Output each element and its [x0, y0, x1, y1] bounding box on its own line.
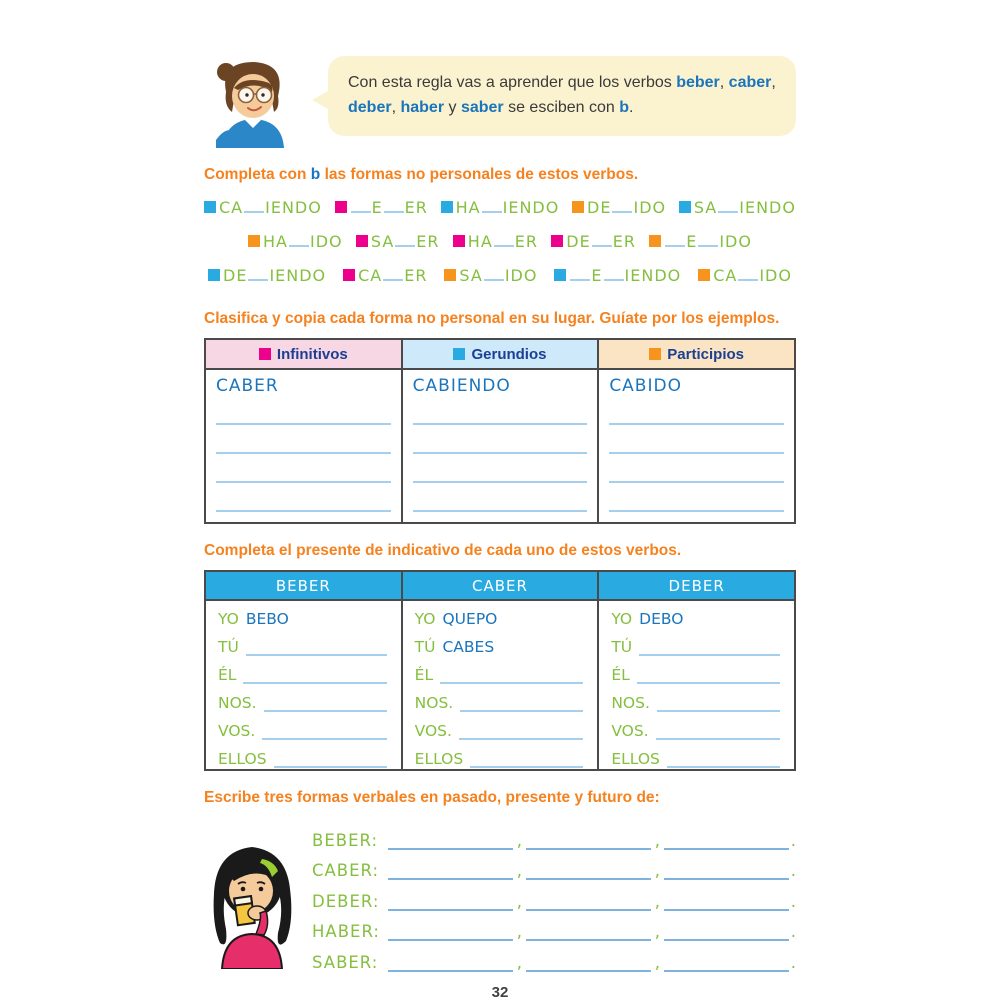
- letter-blank: [698, 232, 718, 247]
- pronoun-row: [205, 713, 795, 741]
- conjugation-entry: [218, 658, 389, 684]
- word-item: [335, 198, 428, 217]
- present-indicative-table: [204, 570, 796, 771]
- verb-haber: haber: [400, 98, 445, 116]
- comma-separator: ,: [516, 952, 522, 972]
- classification-table: [204, 338, 796, 524]
- pronoun-label: YO: [414, 610, 436, 628]
- word-item: [444, 266, 537, 285]
- pronoun-row: [205, 685, 795, 713]
- letter-blank: [244, 198, 264, 213]
- word-item: [453, 232, 538, 251]
- conjugation-entry: [415, 602, 586, 628]
- answer-blank: [459, 721, 583, 740]
- word-with-blanks: CA IDO: [713, 265, 792, 285]
- conjugation-cell: [598, 600, 795, 629]
- example-word: CABIENDO: [412, 376, 511, 396]
- pronoun-label: TÚ: [414, 638, 436, 656]
- category-square-pink: [343, 269, 355, 281]
- verb-line-label: DEBER:: [312, 891, 380, 911]
- letter-blank: [248, 266, 268, 281]
- word-with-blanks: DE ER: [566, 231, 636, 251]
- classification-cell: [598, 369, 795, 523]
- conjugation-entry: [218, 742, 389, 768]
- conjugation-entry: [218, 602, 389, 628]
- conjugation-entry: [415, 742, 586, 768]
- comma-separator: ,: [654, 891, 660, 911]
- pronoun-label: ÉL: [611, 666, 630, 684]
- letter-blank: [383, 266, 403, 281]
- legend-square-blue: [453, 348, 465, 360]
- pronoun-row: [205, 657, 795, 685]
- letter-blank: [570, 266, 590, 281]
- exercise4-heading: Escribe tres formas verbales en pasado, presente y futuro de:: [204, 789, 660, 806]
- pronoun-label: YO: [218, 610, 239, 628]
- word-item: [208, 266, 326, 285]
- category-square-blue: [554, 269, 566, 281]
- answer-blank: [656, 721, 780, 740]
- verb-beber: beber: [676, 74, 720, 91]
- word-row: [204, 258, 796, 292]
- verb-header-beber: BEBER: [205, 571, 402, 600]
- write-blank: [388, 952, 513, 972]
- conjugation-cell: [402, 657, 599, 685]
- conjugation-cell: [598, 657, 795, 685]
- category-square-pink: [356, 235, 368, 247]
- conjugation-entry: [415, 714, 586, 740]
- column-label: Infinitivos: [276, 345, 348, 363]
- write-blank: [388, 891, 513, 911]
- write-forms-section: [204, 819, 796, 972]
- pronoun-label: ÉL: [218, 666, 237, 684]
- category-square-orange: [572, 201, 584, 213]
- period-terminator: .: [790, 830, 796, 850]
- word-item: [679, 198, 796, 217]
- exercise2-heading: Clasifica y copia cada forma no personal en su lugar. Guíate por los ejemplos.: [204, 310, 780, 327]
- conjugation-cell: [205, 713, 402, 741]
- conjugation-entry: [611, 630, 782, 656]
- verb-write-line: [312, 911, 796, 942]
- comma-separator: ,: [516, 830, 522, 850]
- word-with-blanks: E IDO: [664, 232, 752, 251]
- word-item: [248, 232, 343, 251]
- word-row: [204, 224, 796, 258]
- word-item: [204, 198, 322, 217]
- letter-blank: [484, 266, 504, 281]
- blank-write-line: [609, 483, 784, 512]
- conjugation-cell: [598, 629, 795, 657]
- classification-cell: [402, 369, 599, 523]
- pronoun-label: TÚ: [218, 638, 239, 656]
- verb-saber: saber: [460, 98, 504, 116]
- word-item: [441, 198, 560, 217]
- comma-separator: ,: [654, 861, 660, 880]
- letter-blank: [289, 232, 309, 247]
- letter-blank: [665, 232, 685, 247]
- word-with-blanks: HA IDO: [263, 231, 343, 251]
- comma-separator: ,: [516, 922, 522, 941]
- conjugation-entry: [218, 714, 389, 740]
- example-word: CABIDO: [609, 376, 682, 396]
- conjugation-cell: [205, 629, 402, 657]
- pronoun-row: [205, 629, 795, 657]
- pronoun-label: ÉL: [414, 666, 434, 684]
- letter-blank: [592, 232, 612, 247]
- pronoun-label: NOS.: [218, 694, 257, 712]
- answer-blank: [639, 637, 780, 656]
- word-item: [343, 266, 427, 285]
- conjugation-entry: [611, 686, 782, 712]
- worksheet-content: [204, 0, 796, 1000]
- exercise3-heading: Completa el presente de indicativo de cada uno de estos verbos.: [204, 542, 682, 559]
- blank-write-line: [609, 425, 784, 454]
- conjugation-entry: [218, 686, 389, 712]
- conjugation-cell: [402, 600, 599, 629]
- answer-word: QUEPO: [442, 610, 498, 628]
- category-square-orange: [649, 235, 661, 247]
- column-label: Participios: [667, 345, 744, 363]
- letter-blank: [612, 198, 632, 213]
- category-square-orange: [444, 269, 456, 281]
- write-blank: [664, 921, 789, 941]
- write-blank: [388, 921, 513, 941]
- conjugation-cell: [205, 685, 402, 713]
- word-item: [572, 198, 666, 217]
- letter-b: b: [619, 98, 630, 116]
- category-square-pink: [551, 235, 563, 247]
- answer-blank: [243, 665, 386, 684]
- pronoun-label: ELLOS: [218, 750, 267, 768]
- blank-write-line: [216, 454, 391, 483]
- classification-cell: [205, 369, 402, 523]
- conjugation-cell: [205, 741, 402, 770]
- write-blank: [664, 830, 789, 850]
- intro-text: Con esta regla vas a aprender que los verbos: [348, 74, 677, 91]
- conjugation-entry: [218, 630, 389, 656]
- category-square-orange: [698, 269, 710, 281]
- verb-write-line: [312, 850, 796, 881]
- pronoun-label: NOS.: [611, 694, 650, 712]
- comma-separator: ,: [516, 861, 522, 880]
- letter-blank: [395, 232, 415, 247]
- write-blank: [664, 891, 789, 911]
- letter-blank: [384, 198, 404, 213]
- word-item: [698, 266, 792, 285]
- verb-deber: deber: [348, 98, 392, 116]
- write-blank: [526, 952, 651, 972]
- word-with-blanks: SA ER: [370, 231, 440, 251]
- period-terminator: .: [790, 891, 796, 911]
- pronoun-label: NOS.: [414, 694, 454, 712]
- pronoun-label: ELLOS: [611, 750, 660, 768]
- conjugation-entry: [415, 630, 586, 656]
- category-square-pink: [453, 235, 465, 247]
- word-with-blanks: HA IENDO: [455, 197, 560, 217]
- write-blank: [664, 952, 789, 972]
- verb-write-line: [312, 880, 796, 911]
- category-square-blue: [679, 201, 691, 213]
- write-blank: [526, 921, 651, 941]
- period-terminator: .: [790, 861, 796, 880]
- word-with-blanks: E IENDO: [569, 266, 681, 285]
- conjugation-cell: [402, 685, 599, 713]
- category-square-pink: [335, 201, 347, 213]
- conjugation-cell: [598, 741, 795, 770]
- blank-write-line: [216, 483, 391, 512]
- verb-write-line: [312, 941, 796, 972]
- word-with-blanks: DE IDO: [587, 197, 667, 217]
- letter-blank: [494, 232, 514, 247]
- exercise1-heading: Completa con b las formas no personales de estos verbos.: [204, 166, 639, 183]
- pronoun-label: ELLOS: [414, 750, 464, 768]
- letter-blank: [738, 266, 758, 281]
- pronoun-label: VOS.: [414, 722, 452, 740]
- word-item: [554, 266, 681, 285]
- word-with-blanks: SA IENDO: [693, 197, 796, 217]
- conjugation-cell: [205, 600, 402, 629]
- answer-word: BEBO: [245, 610, 289, 628]
- conjugation-entry: [611, 742, 782, 768]
- comma-separator: ,: [654, 830, 660, 850]
- verb-line-label: SABER:: [312, 952, 379, 972]
- speech-bubble: Con esta regla vas a aprender que los verbos beber, caber, deber, haber y saber se esciben con b.: [328, 56, 796, 136]
- answer-blank: [264, 693, 387, 712]
- write-blank: [526, 830, 651, 850]
- answer-blank: [440, 665, 583, 684]
- conjugation-entry: [415, 686, 586, 712]
- word-row: [204, 190, 796, 224]
- category-square-blue: [208, 269, 220, 281]
- column-label: Gerundios: [471, 345, 547, 363]
- page-number: 32: [491, 983, 509, 1000]
- comma-separator: ,: [654, 952, 660, 972]
- blank-write-line: [413, 483, 588, 512]
- word-with-blanks: E ER: [350, 198, 428, 217]
- answer-blank: [246, 637, 387, 656]
- answer-blank: [262, 721, 386, 740]
- answer-blank: [470, 749, 583, 768]
- word-with-blanks: DE IENDO: [223, 265, 327, 285]
- write-blank: [526, 891, 651, 911]
- conjugation-cell: [205, 657, 402, 685]
- verb-caber: caber: [728, 74, 772, 91]
- word-with-blanks: CA ER: [358, 265, 428, 285]
- write-blank: [388, 860, 513, 880]
- write-blank: [526, 860, 651, 880]
- write-lines: [312, 819, 796, 972]
- word-item: [356, 232, 440, 251]
- example-word: CABER: [216, 376, 279, 396]
- verb-write-line: [312, 819, 796, 850]
- comma-separator: ,: [516, 891, 522, 911]
- conjugation-cell: [598, 685, 795, 713]
- conjugation-entry: [611, 658, 782, 684]
- girl-drinking-icon: [204, 841, 300, 969]
- nonpersonal-forms-exercise: [204, 190, 796, 292]
- legend-square-orange: [649, 348, 661, 360]
- answer-blank: [460, 693, 583, 712]
- pronoun-label: VOS.: [218, 722, 256, 740]
- column-header-infinitivos: [205, 339, 402, 369]
- pronoun-row: [205, 741, 795, 770]
- teacher-mascot-icon: [204, 56, 300, 148]
- blank-write-line: [413, 425, 588, 454]
- word-with-blanks: HA ER: [467, 231, 539, 251]
- pronoun-row: [205, 600, 795, 629]
- category-square-blue: [204, 201, 216, 213]
- word-with-blanks: SA IDO: [459, 265, 538, 285]
- column-header-gerundios: [402, 339, 599, 369]
- conjugation-entry: [611, 602, 782, 628]
- answer-word: DEBO: [639, 610, 684, 628]
- blank-write-line: [413, 454, 588, 483]
- verb-line-label: CABER:: [312, 861, 380, 880]
- column-header-participios: [598, 339, 795, 369]
- verb-line-label: BEBER:: [312, 830, 379, 850]
- conjugation-cell: [598, 713, 795, 741]
- pronoun-label: VOS.: [611, 722, 649, 740]
- answer-blank: [657, 693, 780, 712]
- answer-blank: [637, 665, 780, 684]
- answer-blank: [274, 749, 387, 768]
- verb-line-label: HABER:: [312, 922, 380, 941]
- blank-write-line: [609, 396, 784, 425]
- letter-blank: [482, 198, 502, 213]
- word-with-blanks: CA IENDO: [219, 197, 322, 217]
- answer-blank: [667, 749, 780, 768]
- pronoun-label: TÚ: [611, 638, 633, 656]
- answer-word: CABES: [442, 638, 495, 656]
- letter-blank: [604, 266, 624, 281]
- conjugation-cell: [402, 713, 599, 741]
- word-item: [649, 232, 752, 251]
- pronoun-label: YO: [611, 610, 633, 628]
- category-square-orange: [248, 235, 260, 247]
- letter-blank: [718, 198, 738, 213]
- conjugation-entry: [611, 714, 782, 740]
- category-square-blue: [441, 201, 453, 213]
- verb-header-caber: CABER: [402, 571, 599, 600]
- word-item: [551, 232, 636, 251]
- write-blank: [664, 860, 789, 880]
- period-terminator: .: [790, 922, 796, 941]
- blank-write-line: [413, 396, 588, 425]
- conjugation-cell: [402, 741, 599, 770]
- blank-write-line: [216, 396, 391, 425]
- conjugation-cell: [402, 629, 599, 657]
- verb-header-deber: DEBER: [598, 571, 795, 600]
- write-blank: [388, 830, 513, 850]
- blank-write-line: [609, 454, 784, 483]
- legend-square-pink: [259, 348, 271, 360]
- blank-write-line: [216, 425, 391, 454]
- period-terminator: .: [790, 952, 796, 972]
- intro-row: [204, 56, 796, 148]
- letter-blank: [351, 198, 371, 213]
- conjugation-entry: [415, 658, 586, 684]
- comma-separator: ,: [654, 922, 660, 941]
